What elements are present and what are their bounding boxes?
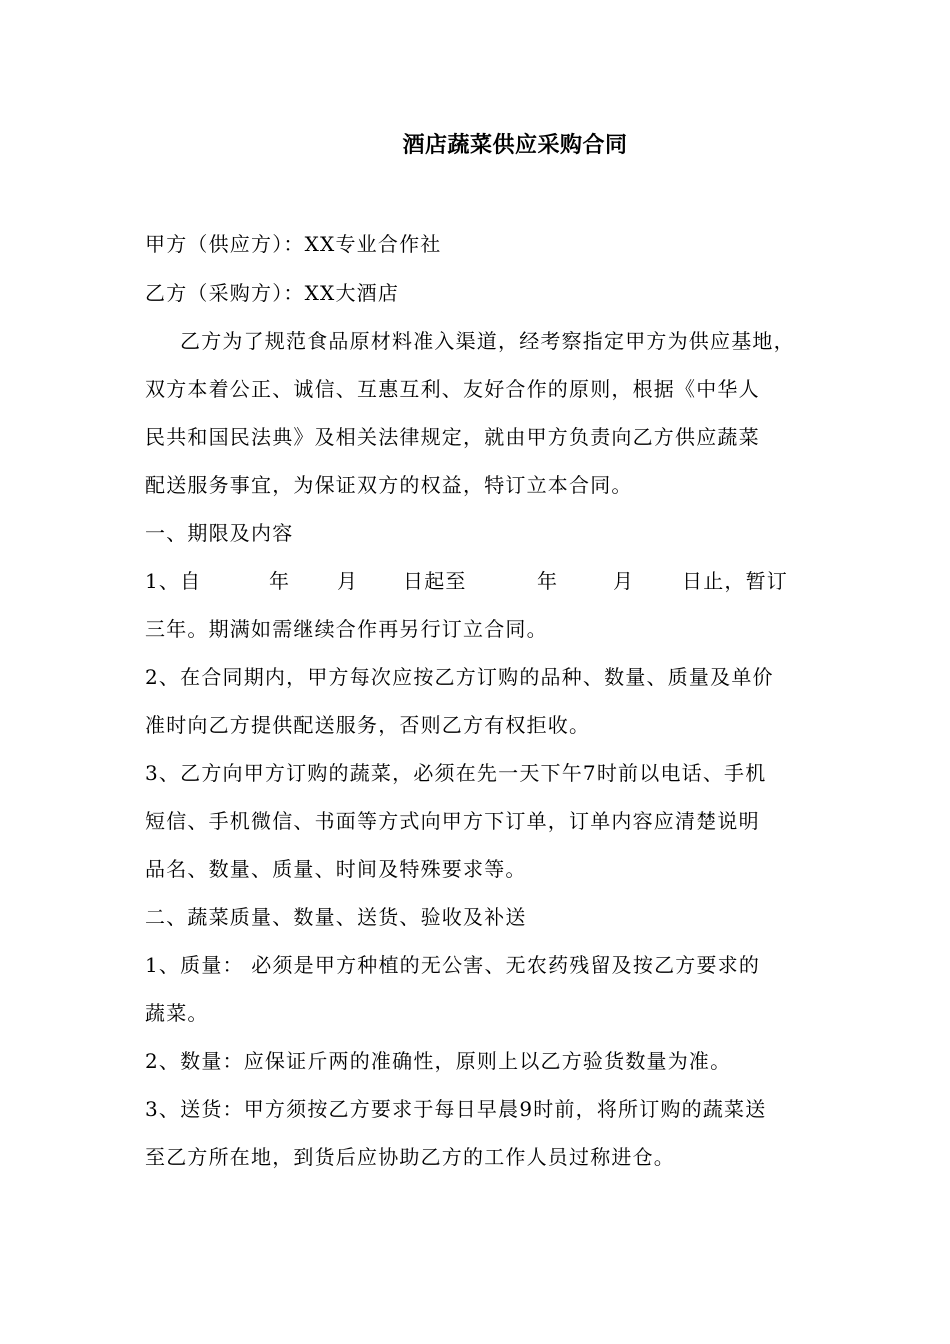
term-duration-line: 三年。期满如需继续合作再另行订立合同。 [145, 617, 548, 641]
clause-line: 2、数量：应保证斤两的准确性，原则上以乙方验货数量为准。 [145, 1049, 732, 1073]
term-prefix: 1、自 [145, 569, 202, 593]
term-month-start: 月 [337, 569, 359, 593]
clause-line: 蔬菜。 [145, 1001, 209, 1025]
term-year-end: 年 [537, 569, 559, 593]
section-1-heading: 一、期限及内容 [145, 521, 294, 545]
term-day-from: 日起至 [403, 569, 467, 593]
document-title: 酒店蔬菜供应采购合同 [402, 133, 628, 158]
intro-paragraph-line: 乙方为了规范食品原材料准入渠道，经考察指定甲方为供应基地， [180, 329, 795, 353]
party-a-line: 甲方（供应方）：XX专业合作社 [145, 232, 442, 256]
clause-line: 2、在合同期内，甲方每次应按乙方订购的品种、数量、质量及单价 [145, 665, 774, 689]
clause-line: 品名、数量、质量、时间及特殊要求等。 [145, 857, 527, 881]
section-2-heading: 二、蔬菜质量、数量、送货、验收及补送 [145, 905, 527, 929]
term-year-start: 年 [269, 569, 291, 593]
clause-line: 准时向乙方提供配送服务，否则乙方有权拒收。 [145, 713, 591, 737]
term-date-line [145, 566, 815, 596]
intro-paragraph-line: 双方本着公正、诚信、互惠互利、友好合作的原则，根据《中华人 [145, 377, 760, 401]
intro-paragraph-line: 民共和国民法典》及相关法律规定，就由甲方负责向乙方供应蔬菜 [145, 425, 760, 449]
intro-paragraph-line: 配送服务事宜，为保证双方的权益，特订立本合同。 [145, 473, 633, 497]
clause-line: 3、送货：甲方须按乙方要求于每日早晨9时前，将所订购的蔬菜送 [145, 1097, 767, 1121]
term-day-to: 日止，暂订 [682, 569, 788, 593]
clause-line: 短信、手机微信、书面等方式向甲方下订单，订单内容应清楚说明 [145, 809, 760, 833]
clause-line: 至乙方所在地，到货后应协助乙方的工作人员过称进仓。 [145, 1145, 675, 1169]
clause-line: 3、乙方向甲方订购的蔬菜，必须在先一天下午7时前以电话、手机 [145, 761, 767, 785]
party-b-line: 乙方（采购方）：XX大酒店 [145, 281, 400, 305]
clause-line: 1、质量： 必须是甲方种植的无公害、无农药残留及按乙方要求的 [145, 953, 761, 977]
term-month-end: 月 [613, 569, 635, 593]
